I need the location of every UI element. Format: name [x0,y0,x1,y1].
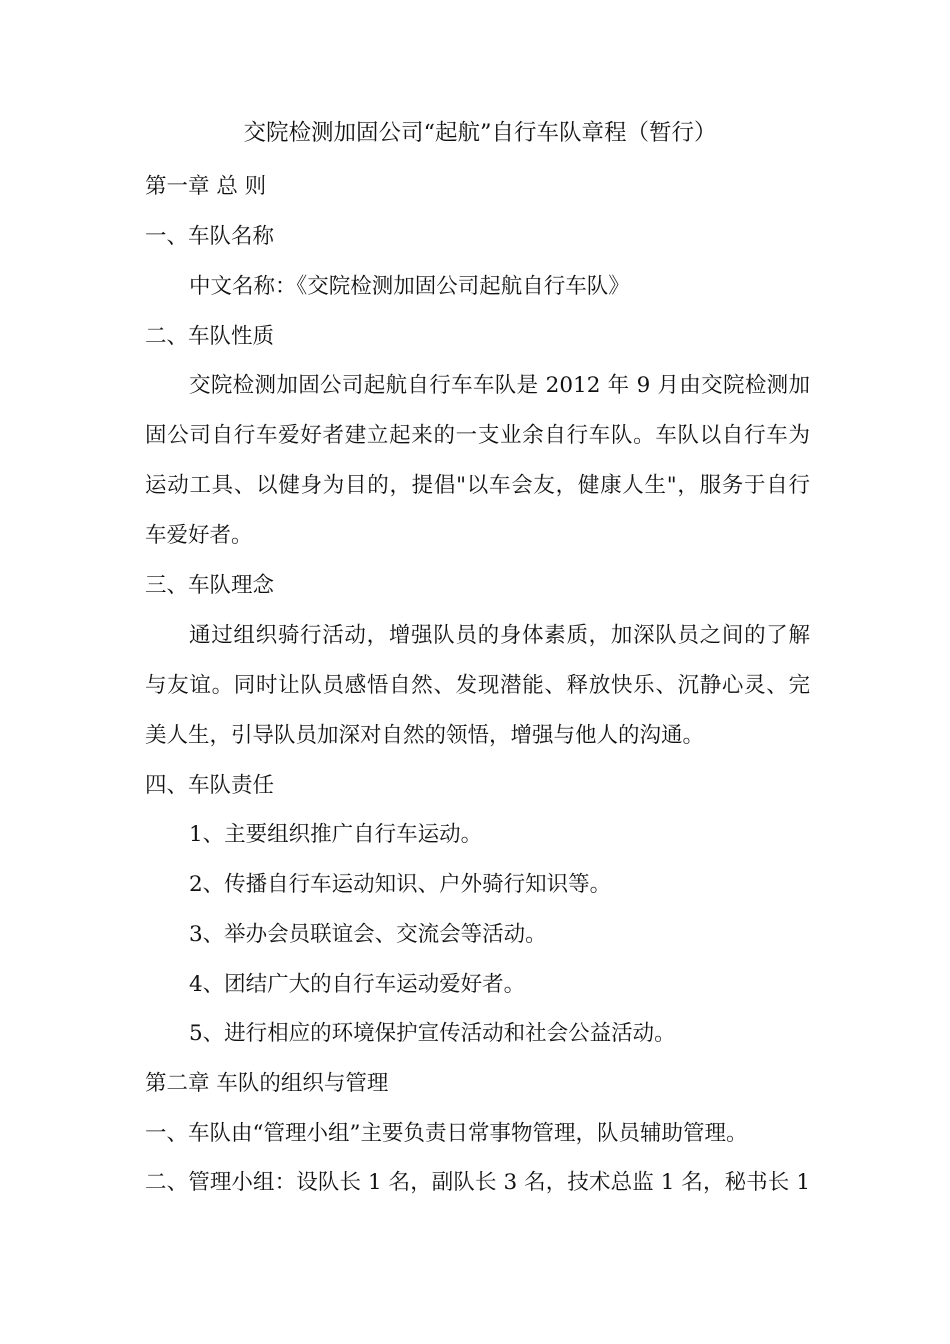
team-duty-item: 1、主要组织推广自行车运动。 [189,822,483,847]
team-duty-item: 2、传播自行车运动知识、户外骑行知识等。 [189,872,612,897]
team-chinese-name: 中文名称：《交院检测加固公司起航自行车队》 [189,274,630,299]
chapter-2-line: 二、管理小组：设队长 1 名，副队长 3 名，技术总监 1 名，秘书长 1 [145,1170,810,1195]
section-team-nature-heading: 二、车队性质 [145,324,275,349]
team-nature-line: 固公司自行车爱好者建立起来的一支业余自行车队。车队以自行车为 [145,423,810,448]
team-nature-line: 运动工具、以健身为目的，提倡"以车会友，健康人生"，服务于自行 [145,473,810,498]
team-philosophy-line: 美人生，引导队员加深对自然的领悟，增强与他人的沟通。 [145,723,705,748]
team-duty-item: 4、团结广大的自行车运动爱好者。 [189,972,526,997]
section-team-duties-heading: 四、车队责任 [145,773,275,798]
chapter-1-heading: 第一章 总 则 [145,174,267,199]
team-nature-line: 交院检测加固公司起航自行车车队是 2012 年 9 月由交院检测加 [189,373,810,398]
team-duty-item: 3、举办会员联谊会、交流会等活动。 [189,922,547,947]
section-team-philosophy-heading: 三、车队理念 [145,573,275,598]
section-team-name-heading: 一、车队名称 [145,224,275,249]
document-title: 交院检测加固公司“起航”自行车队章程（暂行） [243,120,717,146]
chapter-2-heading: 第二章 车队的组织与管理 [145,1071,389,1096]
team-duty-item: 5、进行相应的环境保护宣传活动和社会公益活动。 [189,1021,676,1046]
team-philosophy-line: 与友谊。同时让队员感悟自然、发现潜能、释放快乐、沉静心灵、完 [145,673,810,698]
team-nature-line: 车爱好者。 [145,523,253,548]
chapter-2-line: 一、车队由“管理小组”主要负责日常事物管理，队员辅助管理。 [145,1121,748,1146]
team-philosophy-line: 通过组织骑行活动，增强队员的身体素质，加深队员之间的了解 [189,623,810,648]
